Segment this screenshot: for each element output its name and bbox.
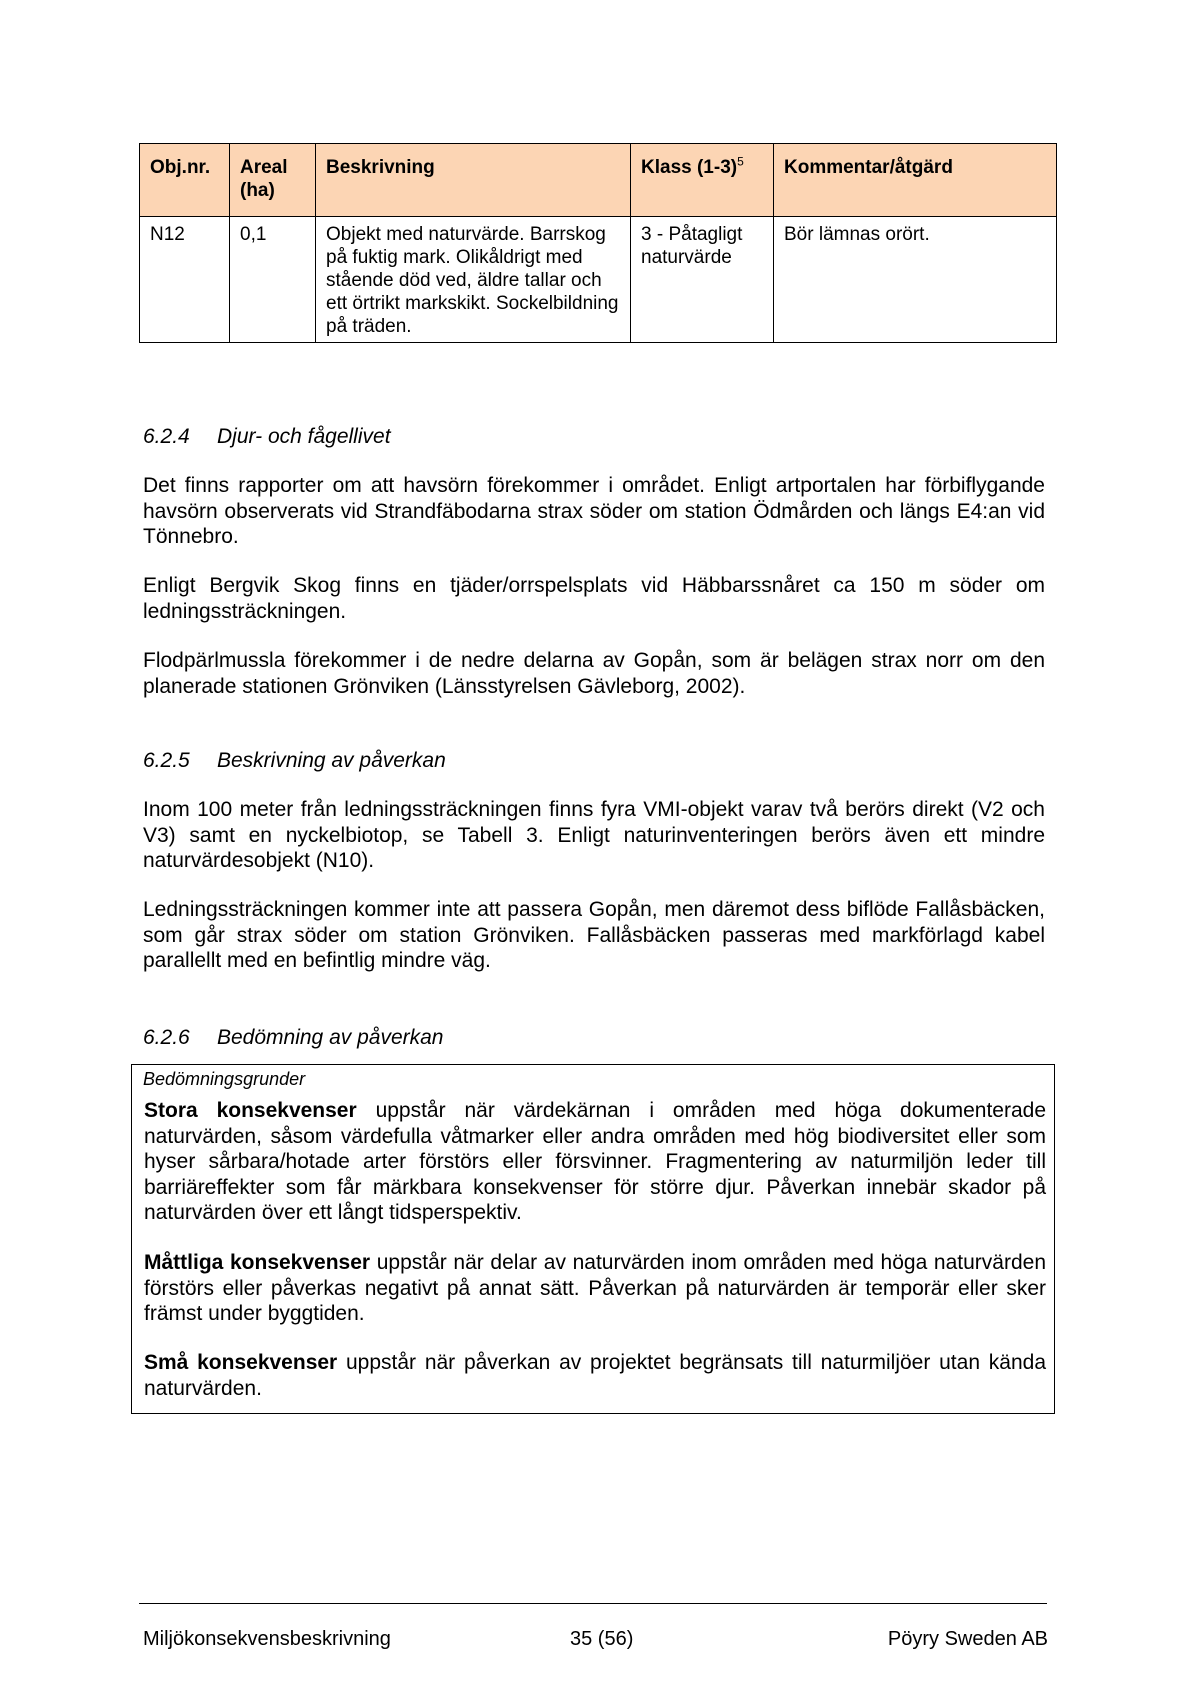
bedomningsgrunder-box [131,1064,1055,1414]
cell-obj: N12 [140,217,230,343]
section-title: Djur- och fågellivet [217,425,391,448]
section-number: 6.2.5 [143,749,190,772]
section-number: 6.2.6 [143,1026,190,1049]
criteria-item [144,1350,1046,1401]
section-heading-6-2-5 [143,749,446,773]
cell-klass: 3 - Påtagligt naturvärde [631,217,774,343]
header-klass-label: Klass (1-3) [641,157,738,178]
section-title: Beskrivning av påverkan [217,749,446,772]
criteria-term: Små konsekvenser [144,1351,338,1374]
cell-kommentar: Bör lämnas orört. [774,217,1057,343]
criteria-term: Måttliga konsekvenser [144,1251,371,1274]
section-heading-6-2-6 [143,1026,443,1050]
header-kommentar: Kommentar/åtgärd [774,144,1057,217]
header-beskrivning: Beskrivning [316,144,631,217]
criteria-text: uppstår när delar av naturvärden inom områden med höga naturvärden förstörs eller påverkas negativt på annat sätt. Påverkan på naturvärden är temporär eller sker främst under byggtiden. [144,1251,1046,1325]
header-areal: Areal (ha) [230,144,316,217]
paragraph: Det finns rapporter om att havsörn förekommer i området. Enligt artportalen har förbiflygande havsörn observerats vid Strandfäbodarna strax söder om station Ödmården och längs E4:an vid Tönnebro. [143,474,1045,548]
paragraph: Ledningssträckningen kommer inte att passera Gopån, men däremot dess biflöde Fallåsbäcken, som går strax söder om station Grönviken. Fallåsbäcken passeras med markförlagd kabel parallellt med en befintlig mindre väg. [143,898,1045,972]
header-klass [631,144,774,217]
criteria-item [144,1250,1046,1327]
paragraph: Flodpärlmussla förekommer i de nedre delarna av Gopån, som är belägen strax norr om den planerade stationen Grönviken (Länsstyrelsen Gävleborg, 2002). [143,649,1045,698]
header-obj: Obj.nr. [140,144,230,217]
paragraph: Inom 100 meter från ledningssträckningen finns fyra VMI-objekt varav två berörs direkt (V2 och V3) samt en nyckelbiotop, se Tabell 3. Enligt naturinventeringen berörs även ett mindre naturvärdesobjekt (N10). [143,798,1045,872]
criteria-text: uppstår när värdekärnan i områden med höga dokumenterade naturvärden, såsom värdefulla våtmarker eller andra områden med hög biodiversitet eller som hyser sårbara/hotade arter förstörs eller försvinner. Fragmentering av naturmiljön leder till barriäreffekter som får märkbara konsekvenser för större djur. Påverkan innebär skador på naturvärden över ett långt tidsperspektiv. [144,1099,1046,1224]
footer-company: Pöyry Sweden AB [887,1628,1048,1650]
section-title: Bedömning av påverkan [217,1026,444,1049]
footnote-ref: 5 [737,154,744,169]
footer-document-title: Miljökonsekvensbeskrivning [143,1628,391,1650]
section-heading-6-2-4 [143,425,391,449]
cell-areal: 0,1 [230,217,316,343]
paragraph: Enligt Bergvik Skog finns en tjäder/orrspelsplats vid Häbbarssnåret ca 150 m söder om ledningssträckningen. [143,574,1045,623]
footer-page-number: 35 (56) [570,1628,634,1650]
footer-divider [139,1603,1047,1604]
section-number: 6.2.4 [143,425,190,448]
criteria-item [144,1098,1046,1226]
table-row [140,217,1057,343]
naturvarde-table [139,143,1057,343]
criteria-term: Stora konsekvenser [144,1099,357,1122]
cell-beskrivning: Objekt med naturvärde. Barrskog på fuktig mark. Olikåldrigt med stående död ved, äldre tallar och ett örtrikt markskikt. Sockelbildning på träden. [316,217,631,343]
box-title: Bedömningsgrunder [143,1069,306,1089]
criteria-text: uppstår när påverkan av projektet begränsats till naturmiljöer utan kända naturvärden. [144,1351,1046,1400]
table-header-row [140,144,1057,217]
